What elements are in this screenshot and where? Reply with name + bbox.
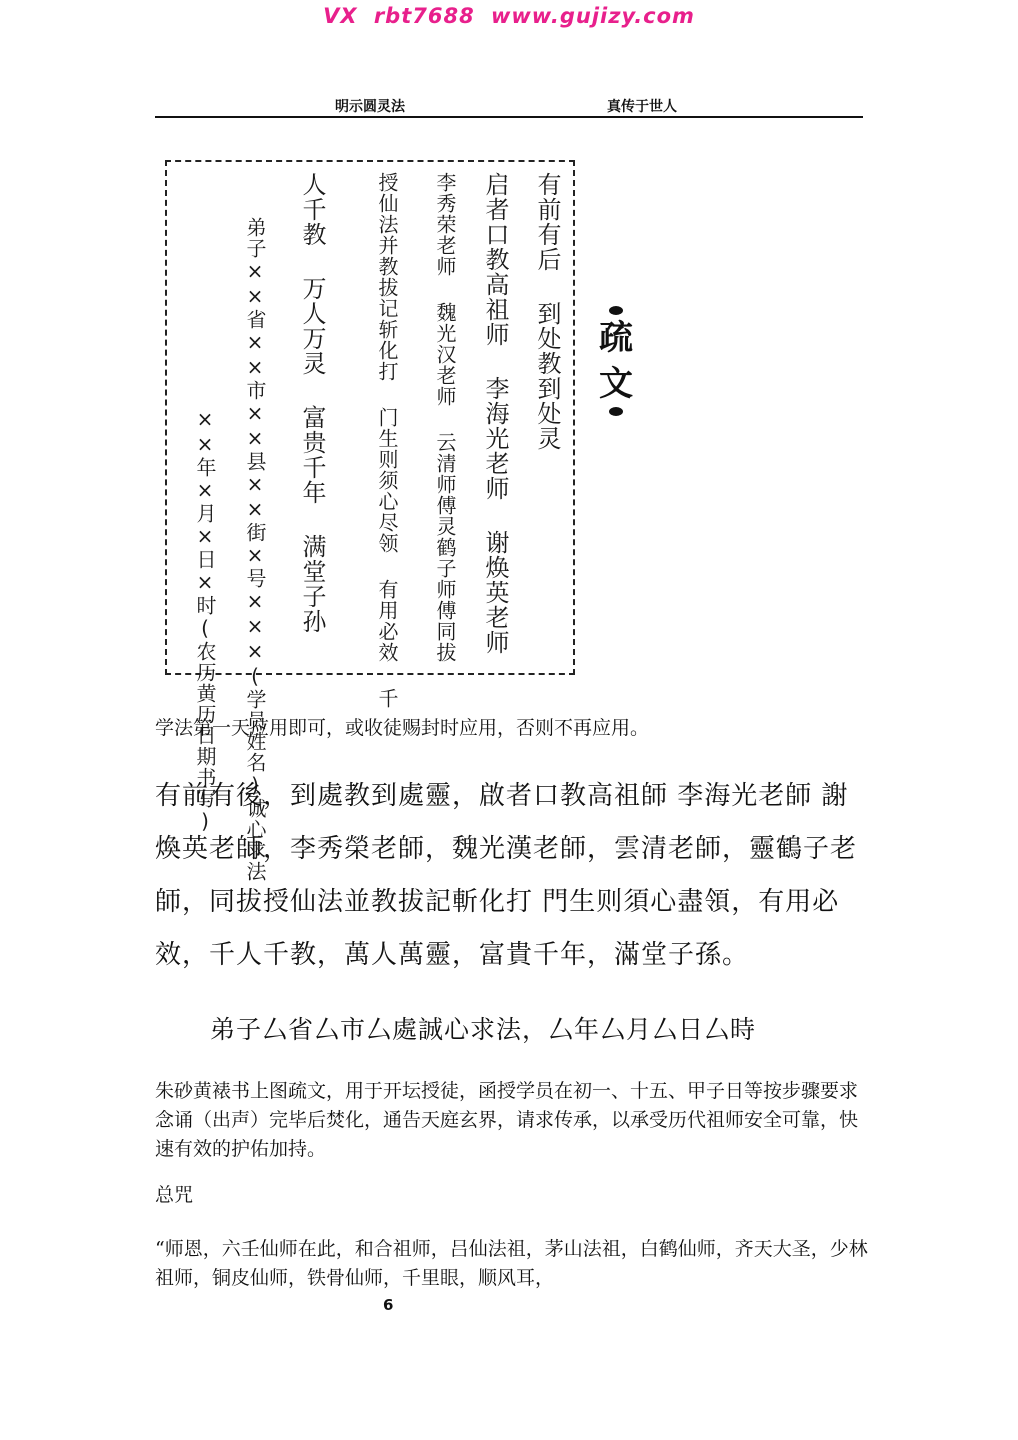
header-left-title: 明示圆灵法 — [335, 99, 405, 115]
header-right-title: 真传于世人 — [607, 99, 677, 115]
section-title: 总咒 — [155, 1184, 194, 1206]
side-title-char-2: 文 — [599, 364, 633, 404]
scroll-column-7: ××年×月×日×时(农历黄历日期书写) — [193, 407, 217, 834]
bullet-dot-icon — [609, 407, 623, 416]
side-title — [592, 306, 640, 416]
disciple-line: 弟子厶省厶市厶處誠心求法，厶年厶月厶日厶時 — [210, 1015, 757, 1044]
instructions-paragraph: 朱砂黄裱书上图疏文，用于开坛授徒，函授学员在初一、十五、甲子日等按步骤要求念诵（出声）完毕后焚化，通告天庭玄界，请求传承，以承受历代祖师安全可靠，快速有效的护佑加持。 — [155, 1080, 859, 1160]
bullet-dot-icon — [609, 306, 623, 315]
scroll-column-1: 有前有后 到处教到处灵 — [533, 172, 561, 451]
watermark: VX rbt7688 www.gujizy.com — [323, 4, 695, 28]
scroll-column-3: 李秀荣老师 魏光汉老师 云清师傅灵鹤子师傅同拔 — [433, 172, 457, 663]
incantation-paragraph: “师恩，六壬仙师在此，和合祖师，吕仙法祖，茅山法祖，白鹤仙师，齐天大圣，少林祖师，铜皮仙师，铁骨仙师，千里眼，顺风耳， — [155, 1238, 868, 1289]
scroll-column-5: 人千教 万人万灵 富贵千年 满堂子孙 — [298, 172, 326, 634]
page-number: 6 — [383, 1296, 394, 1314]
usage-note: 学法第一天应用即可，或收徒赐封时应用，否则不再应用。 — [155, 717, 650, 739]
scroll-column-2: 启者口教高祖师 李海光老师 谢焕英老师 — [481, 172, 509, 655]
traditional-text: 有前有後，到處教到處靈，啟者口教高祖師 李海光老師 謝煥英老師，李秀榮老師，魏光漢老師，雲清老師，靈鶴子老師，同拔授仙法並教拔記斬化打 門生则須心盡領，有用必效，千人千教，萬人萬靈，富貴千年，滿堂子孫。 — [155, 781, 858, 970]
side-title-char-1: 疏 — [599, 318, 633, 358]
scroll-column-4: 授仙法并教拔记斩化打 门生则须心尽领 有用必效 千 — [375, 172, 399, 709]
running-header — [155, 96, 863, 118]
scroll-column-6: 弟子××省××市××县××街×号×××(学员姓名)诚心求法 — [243, 217, 267, 882]
